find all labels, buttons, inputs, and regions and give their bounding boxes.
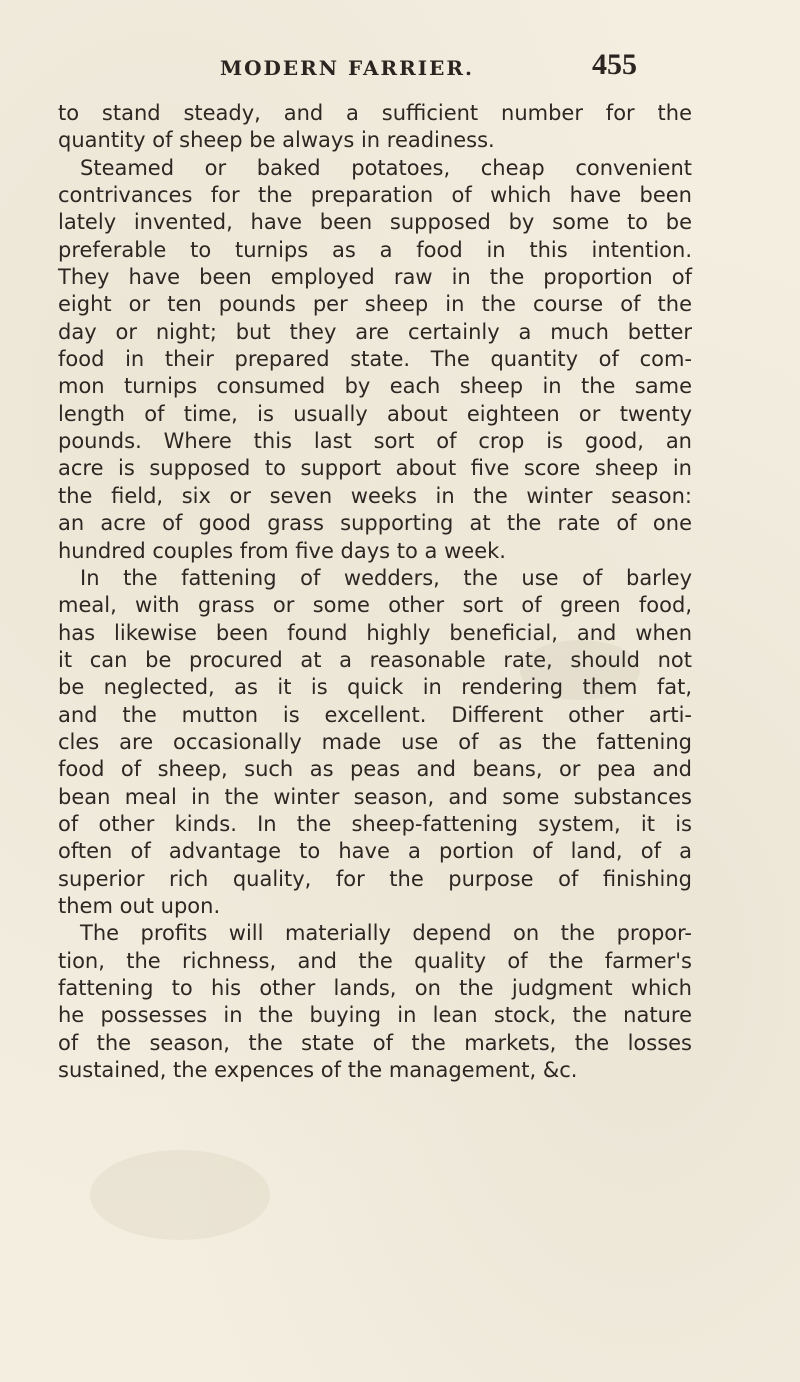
text-line: them out upon. [58, 893, 221, 918]
text-line: of other kinds. In the sheep-fattening system, it is [58, 811, 692, 836]
text-line: In the fattening of wedders, the use of barley [80, 565, 692, 590]
text-line: and the mutton is excellent. Different other arti- [58, 702, 692, 727]
text-line: cles are occasionally made use of as the fattening [58, 729, 692, 754]
text-line: length of time, is usually about eighteen or twenty [58, 401, 692, 426]
text-line: acre is supposed to support about five score sheep in [58, 456, 692, 481]
paper-stain [90, 1150, 270, 1240]
text-line: fattening to his other lands, on the judgment which [58, 976, 692, 1000]
text-line: it can be procured at a reasonable rate, should not [58, 647, 692, 672]
text-line: be neglected, as it is quick in rendering them fat, [58, 675, 692, 700]
text-line: pounds. Where this last sort of crop is good, an [58, 429, 692, 454]
text-line: to stand steady, and a sufficient number for the [58, 101, 692, 125]
page-header [0, 44, 800, 84]
text-line: The profits will materially depend on the propor- [80, 921, 692, 946]
text-line: often of advantage to have a portion of land, of a [58, 839, 692, 864]
text-line: lately invented, have been supposed by some to be [58, 210, 692, 235]
text-line: They have been employed raw in the proportion of [58, 265, 692, 290]
text-line: food of sheep, such as peas and beans, or pea and [58, 757, 692, 782]
page-number: 455 [592, 48, 637, 81]
text-line: preferable to turnips as a food in this intention. [58, 237, 692, 262]
text-line: Steamed or baked potatoes, cheap convenient [80, 155, 692, 180]
body-text [58, 100, 692, 1084]
text-line: meal, with grass or some other sort of green food, [58, 593, 692, 618]
running-title: MODERN FARRIER. [220, 56, 474, 80]
text-line: contrivances for the preparation of which have been [58, 183, 692, 208]
text-line: tion, the richness, and the quality of the farmer's [58, 948, 692, 973]
text-line: of the season, the state of the markets, the losses [58, 1030, 692, 1055]
text-line: superior rich quality, for the purpose of finishing [58, 866, 692, 891]
text-line: has likewise been found highly beneficial, and when [58, 620, 692, 645]
text-line: the field, six or seven weeks in the winter season: [58, 483, 692, 508]
text-line: day or night; but they are certainly a much better [58, 319, 692, 344]
text-line: hundred couples from five days to a week. [58, 538, 506, 563]
text-line: food in their prepared state. The quantity of com- [58, 347, 692, 372]
text-line: quantity of sheep be always in readiness. [58, 128, 495, 153]
text-line: he possesses in the buying in lean stock, the nature [58, 1003, 692, 1028]
text-line: mon turnips consumed by each sheep in the same [58, 374, 692, 399]
text-line: eight or ten pounds per sheep in the course of the [58, 292, 692, 317]
text-line: sustained, the expences of the management, &c. [58, 1058, 578, 1083]
text-line: bean meal in the winter season, and some substances [58, 784, 692, 809]
text-line: an acre of good grass supporting at the rate of one [58, 511, 692, 536]
